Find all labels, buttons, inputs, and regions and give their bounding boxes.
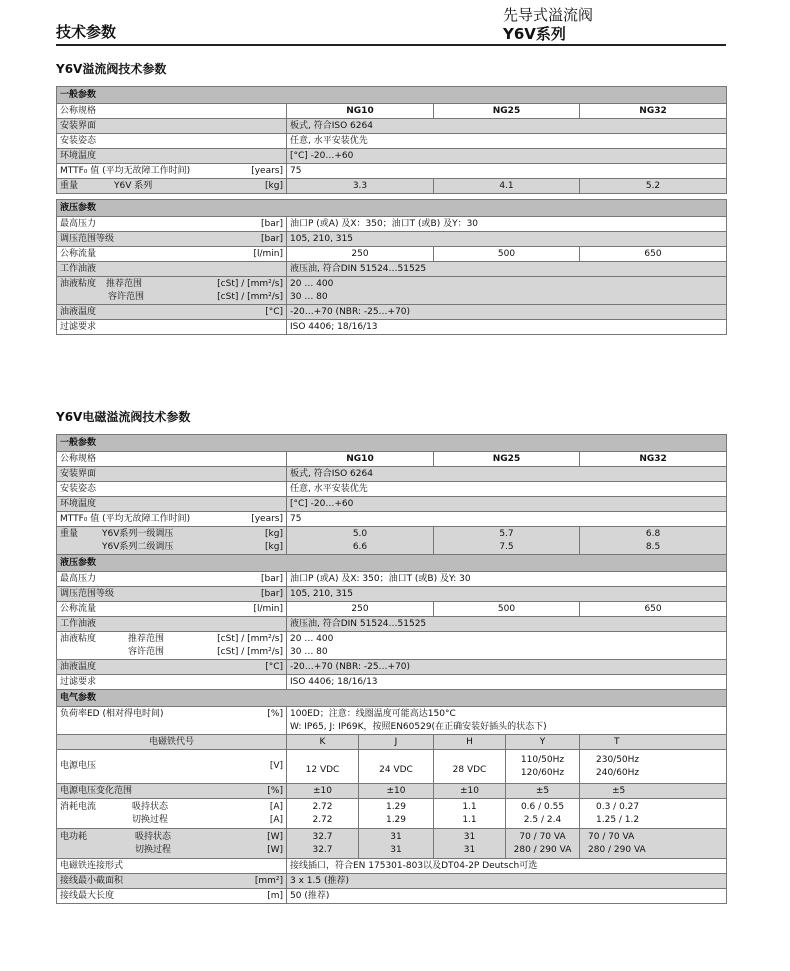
label-text: 最高压力: [60, 573, 97, 584]
row-label: [57, 707, 287, 735]
row-value: 任意, 水平安装优先: [287, 134, 727, 149]
value-t: ±5: [580, 784, 727, 799]
section-label: 一般参数: [57, 435, 727, 452]
value-ng25: 500: [434, 602, 580, 617]
label-text: 最高压力: [60, 218, 97, 229]
value-line: W: IP65, J: IP69K，按照EN60529(在正确安装好插头的状态下): [290, 721, 547, 732]
value-line: 0.3 / 0.27: [596, 801, 640, 812]
weight-sublabels: [102, 528, 173, 554]
row-value: 任意, 水平安装优先: [287, 482, 727, 497]
col-ng10: NG10: [287, 452, 434, 467]
row-value: ISO 4406; 18/16/13: [287, 675, 727, 690]
section-row-hydraulic: [57, 200, 727, 217]
value-ng10: [287, 527, 434, 555]
section-label: 电气参数: [57, 690, 727, 707]
table-row: [57, 467, 727, 482]
row-value: 75: [287, 164, 727, 179]
row-label: [57, 305, 287, 320]
row-label: [57, 512, 287, 527]
label-text: 重量: [60, 528, 79, 539]
label-text: 油液温度: [60, 306, 97, 317]
row-value: 板式, 符合ISO 6264: [287, 119, 727, 134]
value-line: 6.6: [352, 541, 368, 552]
unit: [years]: [251, 165, 283, 176]
viscosity-sublabels: [106, 278, 144, 304]
weight-units: [265, 528, 283, 554]
table-row: [57, 452, 727, 467]
row-value: [°C] -20…+60: [287, 497, 727, 512]
value-t: [580, 750, 727, 784]
unit: [kg]: [265, 541, 283, 552]
value-j: [359, 829, 434, 859]
value-k: [287, 799, 359, 829]
value-line: 31: [390, 844, 402, 855]
value-h: [434, 799, 506, 829]
row-label: 工作油液: [57, 617, 287, 632]
table-row: [57, 262, 727, 277]
value-line: 31: [390, 831, 402, 842]
row-label: [57, 602, 287, 617]
value-line: 240/60Hz: [596, 767, 640, 778]
product-series: Y6V系列: [503, 25, 566, 43]
label-text: 油液粘度: [60, 278, 97, 289]
label-text: MTTF₀ 值 (平均无故障工作时间): [60, 513, 191, 524]
row-label: [57, 799, 287, 829]
value-k: 12 VDC: [287, 750, 359, 784]
table-row: [57, 889, 727, 904]
unit: [cSt] / [mm²/s]: [217, 633, 283, 644]
sublabel: 容许范围: [128, 646, 165, 657]
value-line: 70 / 70 VA: [588, 831, 635, 842]
value-ng32: [580, 527, 727, 555]
value-ng32: 5.2: [580, 179, 727, 194]
current-sublabels: [132, 801, 168, 827]
unit: [mm²]: [254, 875, 283, 886]
value-line: 2.5 / 2.4: [523, 814, 562, 825]
current-units: [270, 801, 283, 827]
power-sublabels: [135, 831, 171, 857]
value-line: 30 … 80: [290, 291, 328, 302]
code-j: J: [359, 735, 434, 750]
header-divider: [56, 44, 726, 46]
label-text: 消耗电流: [60, 801, 97, 812]
row-value: -20…+70 (NBR: -25…+70): [287, 660, 727, 675]
unit: [kg]: [265, 528, 283, 539]
value-line: 6.8: [645, 528, 661, 539]
row-value: 50 (推荐): [287, 889, 727, 904]
value-line: 1.1: [462, 801, 477, 812]
section-label: 液压参数: [57, 200, 727, 217]
row-label: [57, 784, 287, 799]
power-units: [267, 831, 283, 857]
value-y: [506, 799, 580, 829]
code-y: Y: [506, 735, 580, 750]
value-y: [506, 829, 580, 859]
value-j: [359, 799, 434, 829]
value-ng25: [434, 527, 580, 555]
table-row: [57, 247, 727, 262]
row-label: 电磁铁连接形式: [57, 859, 287, 874]
unit: [A]: [269, 814, 283, 825]
row-label: [57, 164, 287, 179]
value-j: 24 VDC: [359, 750, 434, 784]
col-ng10: NG10: [287, 104, 434, 119]
sublabel: 切换过程: [135, 844, 172, 855]
unit: [A]: [269, 801, 283, 812]
relief-valve-spec-table: [56, 86, 727, 335]
value-line: 70 / 70 VA: [519, 831, 566, 842]
unit: [cSt] / [mm²/s]: [217, 278, 283, 289]
row-value: [°C] -20…+60: [287, 149, 727, 164]
value-ng10: 250: [287, 602, 434, 617]
viscosity-sublabels: [128, 633, 164, 659]
unit: [%]: [267, 709, 283, 719]
row-label: [57, 232, 287, 247]
unit: [%]: [267, 785, 283, 796]
table-row: [57, 134, 727, 149]
value-line: 31: [463, 831, 476, 842]
table-row: [57, 497, 727, 512]
table-row: [57, 527, 727, 555]
sublabel: 切换过程: [132, 814, 169, 825]
value-line: 1.25 / 1.2: [596, 814, 640, 825]
unit: [cSt] / [mm²/s]: [217, 646, 283, 657]
series-label: Y6V 系列: [114, 180, 153, 191]
value-k: [287, 829, 359, 859]
row-label: [57, 632, 287, 660]
sublabel: Y6V系列一级调压: [102, 528, 174, 539]
table-row: [57, 784, 727, 799]
section-row-hydraulic: [57, 555, 727, 572]
row-label: 环境温度: [57, 149, 287, 164]
table-row: [57, 829, 727, 859]
code-t: T: [580, 735, 727, 750]
label-text: MTTF₀ 值 (平均无故障工作时间): [60, 165, 191, 176]
label-text: 电功耗: [60, 831, 88, 842]
row-label: 电磁铁代号: [57, 735, 287, 750]
value-line: 0.6 / 0.55: [520, 801, 565, 812]
label-text: 公称流量: [60, 248, 97, 259]
row-label: 安装姿态: [57, 482, 287, 497]
table-row: [57, 320, 727, 335]
row-label: 安装界面: [57, 119, 287, 134]
label-text: 油液温度: [60, 661, 97, 672]
value-line: 1.29: [385, 801, 407, 812]
row-value: [287, 277, 727, 305]
value-j: ±10: [359, 784, 434, 799]
value-line: 8.5: [645, 541, 661, 552]
row-value: 3 x 1.5 (推荐): [287, 874, 727, 889]
row-label: 环境温度: [57, 497, 287, 512]
value-line: 20 … 400: [290, 278, 334, 289]
unit: [m]: [267, 890, 283, 901]
row-label: [57, 277, 287, 305]
unit: [bar]: [261, 218, 283, 229]
row-value: 105, 210, 315: [287, 232, 727, 247]
table1-title: Y6V溢流阀技术参数: [56, 62, 167, 76]
row-value: 液压油, 符合DIN 51524…51525: [287, 262, 727, 277]
unit: [bar]: [261, 588, 283, 599]
value-t: [580, 799, 727, 829]
table-row: [57, 277, 727, 305]
value-line: 30 … 80: [290, 646, 328, 657]
sublabel: 容许范围: [108, 291, 145, 302]
value-y: ±5: [506, 784, 580, 799]
unit: [°C]: [265, 661, 283, 672]
value-line: 32.7: [312, 844, 333, 855]
table-row: [57, 675, 727, 690]
product-subtitle: 先导式溢流阀: [503, 6, 594, 24]
row-label: [57, 889, 287, 904]
col-ng32: NG32: [580, 452, 727, 467]
value-line: 280 / 290 VA: [588, 844, 646, 855]
table-row: [57, 217, 727, 232]
row-value: 75: [287, 512, 727, 527]
unit: [W]: [267, 831, 283, 842]
value-line: 230/50Hz: [596, 754, 640, 765]
value-y: [506, 750, 580, 784]
section-row-general: [57, 87, 727, 104]
page-section-title: 技术参数: [56, 23, 117, 41]
row-value: [287, 707, 727, 735]
table-row: [57, 587, 727, 602]
table-row: [57, 119, 727, 134]
table-row: [57, 232, 727, 247]
table-row: [57, 512, 727, 527]
row-value: -20…+70 (NBR: -25…+70): [287, 305, 727, 320]
table-row: [57, 632, 727, 660]
table-row: [57, 572, 727, 587]
row-label: [57, 750, 287, 784]
row-label: [57, 660, 287, 675]
row-label: 过滤要求: [57, 320, 287, 335]
value-line: 32.7: [312, 831, 333, 842]
table-row: [57, 859, 727, 874]
table-row: [57, 104, 727, 119]
value-ng25: 4.1: [434, 179, 580, 194]
row-label: [57, 179, 287, 194]
value-line: 20 … 400: [290, 633, 334, 644]
row-label: 安装界面: [57, 467, 287, 482]
row-label: 公称规格: [57, 452, 287, 467]
row-value: 油口P (或A) 及X: 350；油口T (或B) 及Y: 30: [287, 572, 727, 587]
row-value: [287, 632, 727, 660]
sublabel: 吸持状态: [132, 801, 169, 812]
viscosity-units: [217, 633, 283, 659]
row-label: [57, 217, 287, 232]
row-label: [57, 527, 287, 555]
row-label: [57, 572, 287, 587]
label-text: 公称流量: [60, 603, 97, 614]
row-label: 工作油液: [57, 262, 287, 277]
row-value: ISO 4406; 18/16/13: [287, 320, 727, 335]
code-h: H: [434, 735, 506, 750]
sublabel: 推荐范围: [106, 278, 143, 289]
label-text: 电源电压: [60, 761, 97, 771]
table-row: [57, 707, 727, 735]
value-ng32: 650: [580, 602, 727, 617]
value-t: [580, 829, 727, 859]
value-line: 1.1: [462, 814, 477, 825]
unit: [bar]: [261, 233, 283, 244]
unit: [V]: [269, 761, 283, 771]
row-label: [57, 874, 287, 889]
table-row: [57, 874, 727, 889]
value-ng25: 500: [434, 247, 580, 262]
table-row: [57, 799, 727, 829]
table-row: [57, 179, 727, 194]
label-text: 电源电压变化范围: [60, 785, 133, 796]
value-ng32: 650: [580, 247, 727, 262]
value-h: [434, 829, 506, 859]
label-text: 接线最小截面积: [60, 875, 124, 886]
viscosity-units: [217, 278, 283, 304]
value-k: ±10: [287, 784, 359, 799]
row-label: [57, 587, 287, 602]
solenoid-relief-valve-spec-table: [56, 434, 727, 904]
unit: [cSt] / [mm²/s]: [217, 291, 283, 302]
col-ng25: NG25: [434, 452, 580, 467]
row-value: 105, 210, 315: [287, 587, 727, 602]
sublabel: 吸持状态: [135, 831, 172, 842]
unit: [l/min]: [253, 248, 283, 259]
table-row: [57, 660, 727, 675]
table-row: [57, 617, 727, 632]
unit: [kg]: [265, 180, 283, 191]
table-row: [57, 164, 727, 179]
value-line: 280 / 290 VA: [513, 844, 572, 855]
row-value: 液压油, 符合DIN 51524…51525: [287, 617, 727, 632]
label-text: 接线最大长度: [60, 890, 115, 901]
label-text: 调压范围等级: [60, 233, 115, 244]
value-line: 5.7: [499, 528, 514, 539]
row-label: 安装姿态: [57, 134, 287, 149]
table2-title: Y6V电磁溢流阀技术参数: [56, 410, 191, 424]
value-line: 5.0: [352, 528, 368, 539]
label-text: 重量: [60, 180, 79, 191]
value-ng10: 250: [287, 247, 434, 262]
row-label: [57, 829, 287, 859]
col-ng32: NG32: [580, 104, 727, 119]
sublabel: 推荐范围: [128, 633, 165, 644]
row-label: 公称规格: [57, 104, 287, 119]
table-row: [57, 750, 727, 784]
value-line: 2.72: [312, 801, 333, 812]
row-label: [57, 247, 287, 262]
code-k: K: [287, 735, 359, 750]
unit: [bar]: [261, 573, 283, 584]
unit: [°C]: [265, 306, 283, 317]
value-ng10: 3.3: [287, 179, 434, 194]
value-h: 28 VDC: [434, 750, 506, 784]
value-h: ±10: [434, 784, 506, 799]
row-value: 接线插口，符合EN 175301-803以及DT04-2P Deutsch可选: [287, 859, 727, 874]
value-line: 110/50Hz: [520, 754, 565, 765]
unit: [l/min]: [253, 603, 283, 614]
table-row: [57, 602, 727, 617]
sublabel: Y6V系列二级调压: [102, 541, 174, 552]
section-row-electric: [57, 690, 727, 707]
row-label: 过滤要求: [57, 675, 287, 690]
row-value: 油口P (或A) 及X：350；油口T (或B) 及Y：30: [287, 217, 727, 232]
value-line: 100ED；注意：线圈温度可能高达150°C: [290, 708, 456, 719]
table-row: [57, 735, 727, 750]
label-text: 调压范围等级: [60, 588, 115, 599]
table-row: [57, 149, 727, 164]
value-line: 120/60Hz: [520, 767, 565, 778]
value-line: 1.29: [385, 814, 407, 825]
value-line: 2.72: [312, 814, 333, 825]
unit: [years]: [251, 513, 283, 524]
value-line: 7.5: [499, 541, 514, 552]
unit: [W]: [267, 844, 283, 855]
label-text: 油液粘度: [60, 633, 97, 644]
table-row: [57, 482, 727, 497]
section-label: 一般参数: [57, 87, 727, 104]
col-ng25: NG25: [434, 104, 580, 119]
section-label: 液压参数: [57, 555, 727, 572]
table-row: [57, 305, 727, 320]
value-line: 31: [463, 844, 476, 855]
label-text: 负荷率ED (相对得电时间): [60, 709, 164, 719]
section-row-general: [57, 435, 727, 452]
row-value: 板式, 符合ISO 6264: [287, 467, 727, 482]
